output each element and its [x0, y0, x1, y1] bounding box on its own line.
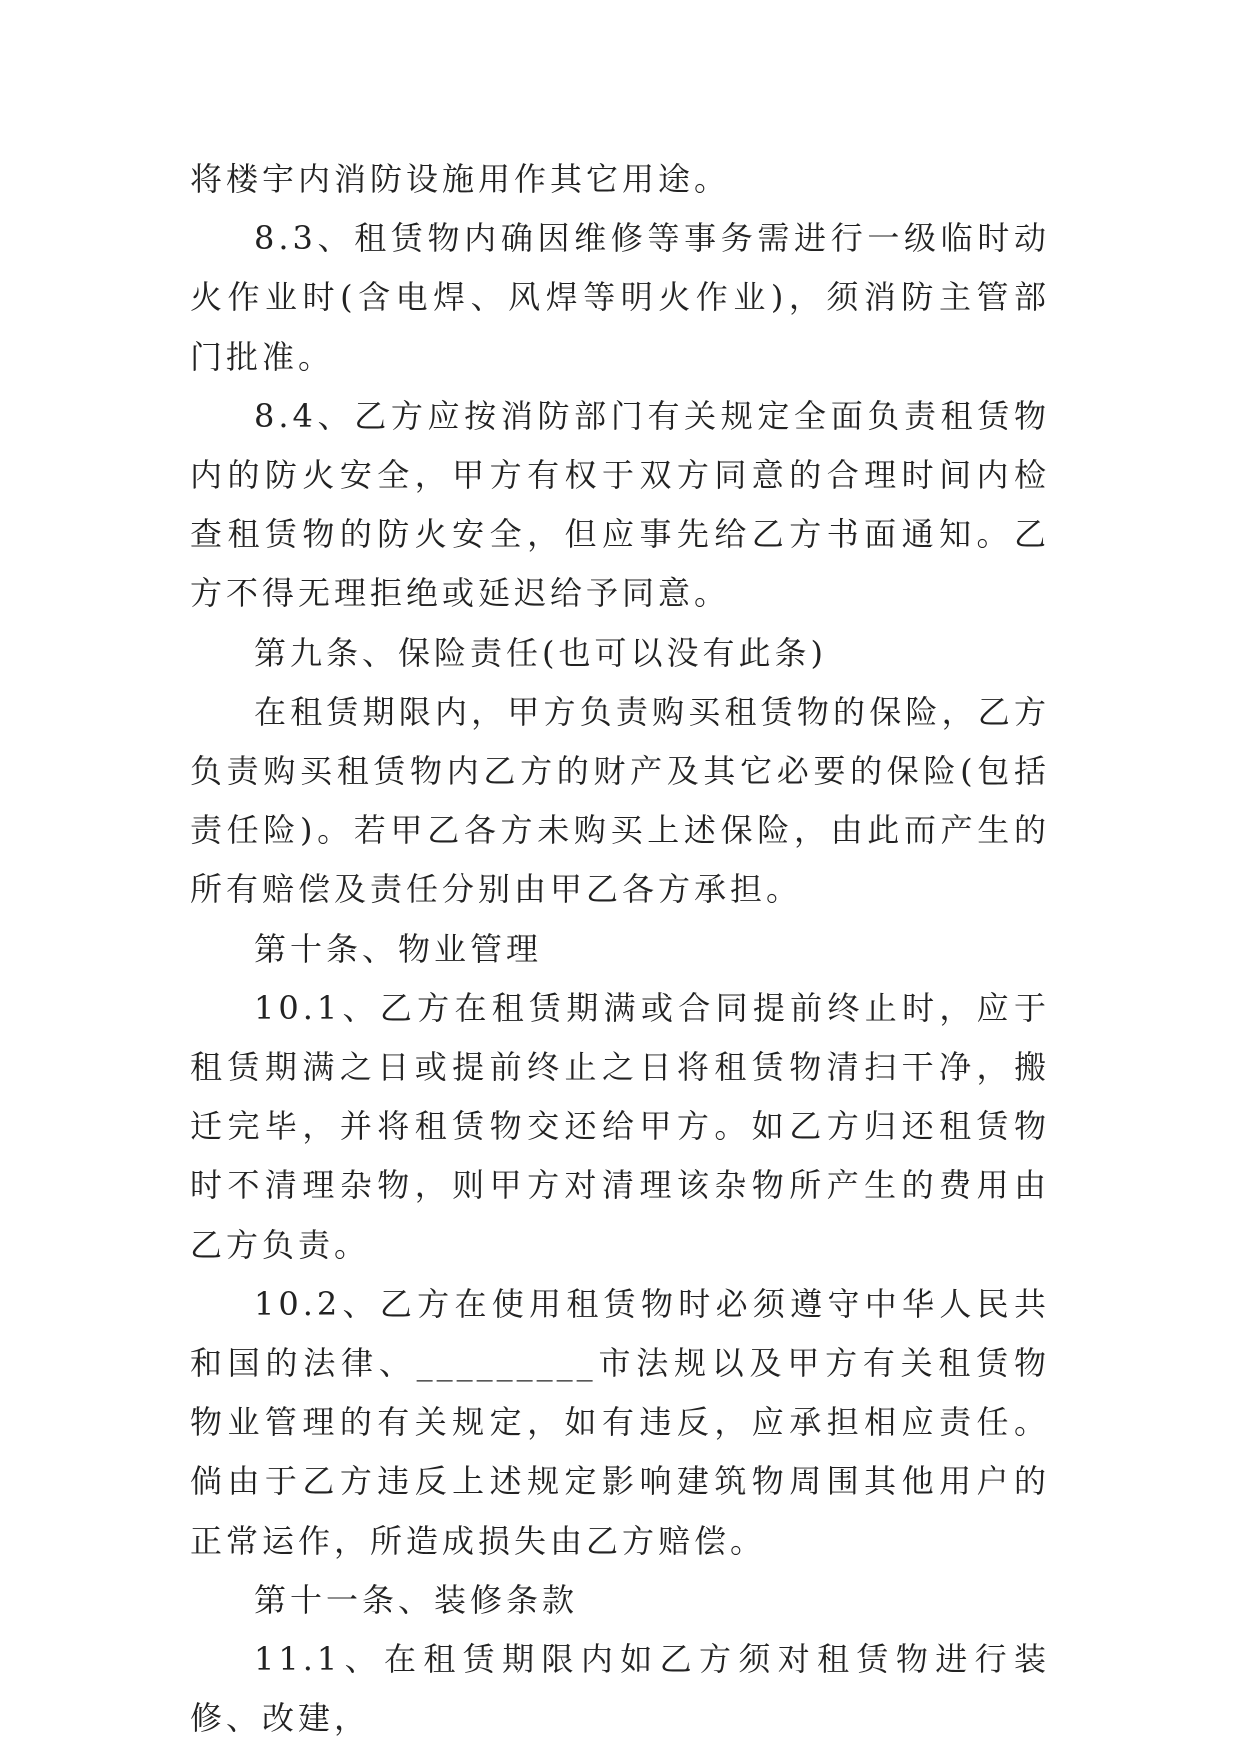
heading-article-9: 第九条、保险责任(也可以没有此条) — [254, 633, 827, 672]
document-body — [190, 150, 1050, 1748]
heading-article-10: 第十条、物业管理 — [254, 929, 543, 968]
paragraph-insurance: 在租赁期限内，甲方负责购买租赁物的保险，乙方负责购买租赁物内乙方的财产及其它必要的保险(包括责任险)。若甲乙各方未购买上述保险，由此而产生的所有赔偿及责任分别由甲乙各方承担。 — [190, 692, 1050, 909]
paragraph-clause-10-2: 10.2、乙方在使用租赁物时必须遵守中华人民共和国的法律、_________市法规以及甲方有关租赁物物业管理的有关规定，如有违反，应承担相应责任。倘由于乙方违反上述规定影响建筑物周围其他用户的正常运作，所造成损失由乙方赔偿。 — [190, 1284, 1050, 1560]
paragraph-fire-facilities-end: 将楼宇内消防设施用作其它用途。 — [190, 160, 731, 198]
paragraph-clause-11-1: 11.1、在租赁期限内如乙方须对租赁物进行装修、改建， — [190, 1640, 1050, 1738]
paragraph-clause-10-1: 10.1、乙方在租赁期满或合同提前终止时，应于租赁期满之日或提前终止之日将租赁物清扫干净，搬迁完毕，并将租赁物交还给甲方。如乙方归还租赁物时不清理杂物，则甲方对清理该杂物所产生的费用由乙方负责。 — [190, 988, 1050, 1264]
paragraph-clause-8-3: 8.3、租赁物内确因维修等事务需进行一级临时动火作业时(含电焊、风焊等明火作业)，须消防主管部门批准。 — [190, 219, 1050, 376]
heading-article-11: 第十一条、装修条款 — [254, 1580, 579, 1619]
paragraph-clause-8-4: 8.4、乙方应按消防部门有关规定全面负责租赁物内的防火安全，甲方有权于双方同意的合理时间内检查租赁物的防火安全，但应事先给乙方书面通知。乙方不得无理拒绝或延迟给予同意。 — [190, 396, 1050, 613]
